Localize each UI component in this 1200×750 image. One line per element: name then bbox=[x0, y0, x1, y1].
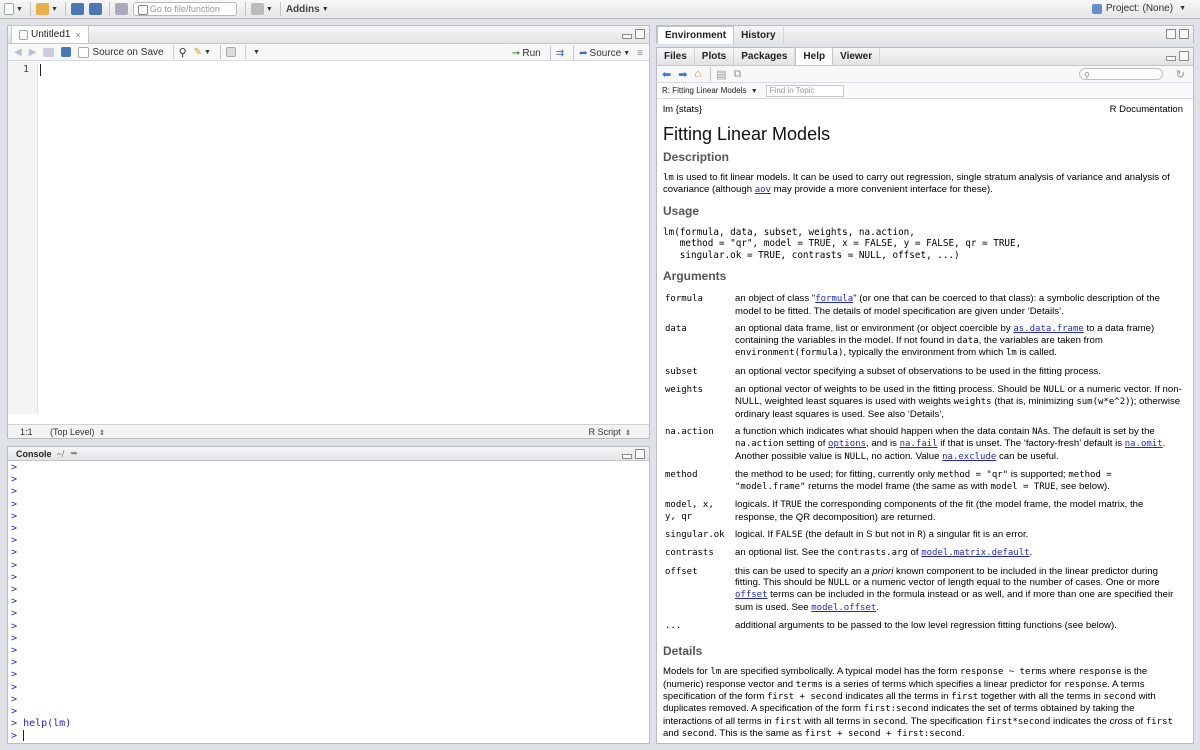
help-package: lm {stats} bbox=[663, 104, 703, 115]
arguments-table bbox=[663, 293, 1183, 638]
console-prompt: > bbox=[11, 462, 18, 473]
argument-row: singular.ok logical. If FALSE (the default in S but not in R) a singular fit is an error. bbox=[665, 529, 1029, 541]
arguments-heading: Arguments bbox=[663, 269, 727, 283]
project-menu[interactable]: Project: (None) ▼ bbox=[1092, 3, 1186, 14]
minimize-help-button[interactable] bbox=[1166, 56, 1176, 61]
argument-row: offset this can be used to specify an a priori known component to be included in the linear predictor during fitting. This should be NULL or a numeric vector of length equal to the number of cases. One or more offset terms can be included in the formula instead or as well, and if more than one are specified their sum is used. See model.offset. bbox=[665, 565, 1174, 613]
argument-row: weights an optional vector of weights to be used in the fitting process. Should be NULL or a numeric vector. If non-NULL, weighted least squares is used with weights weights (that is, minimizing sum(w*e^2)); otherwise ordinary least squares is used. See also ‘Details’, bbox=[665, 384, 1182, 420]
compile-report-icon[interactable] bbox=[226, 47, 236, 57]
main-toolbar bbox=[0, 0, 1200, 19]
help-toolbar bbox=[657, 66, 1193, 83]
tab-help[interactable] bbox=[795, 47, 833, 65]
help-search-input[interactable] bbox=[1079, 68, 1163, 80]
minimize-console-button[interactable] bbox=[622, 454, 632, 459]
show-in-window-icon[interactable]: ⧉ bbox=[733, 67, 742, 80]
console-prompt: > bbox=[11, 706, 18, 718]
description-text: lm is used to fit linear models. It can be used to carry out regression, single stratum analysis of variance and analysis of covariance (although aov may provide a more convenient interface for these). bbox=[663, 171, 1170, 196]
description-heading: Description bbox=[663, 149, 730, 164]
new-file-button[interactable]: ▼ bbox=[4, 2, 23, 17]
console-prompt: > bbox=[11, 730, 18, 742]
tab-history-label: History bbox=[741, 30, 776, 41]
find-in-topic-input[interactable]: Find in Topic bbox=[766, 85, 844, 97]
console-prompt: > bbox=[11, 657, 18, 669]
line-number: 1 bbox=[22, 64, 29, 75]
console-command-line bbox=[11, 718, 649, 730]
back-arrow-icon[interactable]: ⬅ bbox=[662, 68, 672, 81]
checkbox-icon bbox=[78, 47, 89, 58]
back-arrow-icon[interactable]: ◀ bbox=[14, 46, 22, 58]
environment-tabbar bbox=[657, 26, 1193, 44]
tab-viewer-label: Viewer bbox=[840, 51, 873, 62]
code-editor-area[interactable] bbox=[39, 62, 649, 423]
maximize-console-button[interactable] bbox=[635, 449, 645, 459]
console-prompt-line bbox=[11, 608, 649, 620]
console-prompt: > bbox=[11, 681, 18, 693]
argument-row: ... additional arguments to be passed to the low level regression fitting functions (see below). bbox=[665, 619, 1117, 631]
usage-code: lm(formula, data, subset, weights, na.action, method = "qr", model = TRUE, x = FALSE, y = FALSE, qr = TRUE, singular.ok = TRUE, contrasts = NULL, offset, ...) bbox=[663, 226, 1022, 261]
tab-files[interactable] bbox=[657, 48, 695, 65]
console-prompt-line bbox=[11, 657, 649, 669]
link-model-matrix-default[interactable]: model.matrix.default bbox=[921, 548, 1030, 559]
console-prompt-line bbox=[11, 560, 649, 572]
run-arrow-icon: ➙ bbox=[512, 47, 521, 59]
source-on-save-toggle[interactable] bbox=[78, 47, 163, 58]
scope-selector[interactable]: (Top Level) ⇕ bbox=[50, 426, 105, 437]
save-icon bbox=[71, 3, 84, 15]
open-folder-icon bbox=[36, 3, 49, 15]
grid-icon bbox=[251, 3, 264, 15]
console-prompt: > bbox=[11, 523, 18, 535]
save-button[interactable] bbox=[71, 2, 84, 17]
tab-environment[interactable] bbox=[657, 26, 734, 44]
more-options-icon[interactable]: ▼ bbox=[252, 48, 260, 56]
console-prompt: > bbox=[11, 645, 18, 657]
link-aov[interactable]: aov bbox=[754, 185, 771, 196]
details-text: Models for lm are specified symbolically. A typical model has the form response ~ terms where response is the (numeric) response vector and terms is a series of terms which specifies a linear predictor for response. A terms specification of the form first + second indicates all the terms in first together with all the terms in second with duplicates removed. A specification of the form first:second indicates the set of terms obtained by taking the interactions of all terms in first with all terms in second. The specification first*second indicates the cross of first and second. This is the same as first + second + first:second. bbox=[663, 666, 1173, 739]
argument-row: data an optional data frame, list or environment (or object coercible by as.data.frame to a data frame) containing the variables in the model. If not found in data, the variables are taken from environment(formula), typically the environment from which lm is called. bbox=[665, 322, 1155, 359]
restore-pane-button[interactable] bbox=[1166, 29, 1176, 39]
console-prompt-line bbox=[11, 462, 649, 474]
link-options[interactable]: options bbox=[828, 439, 866, 450]
console-prompt: > bbox=[11, 474, 18, 486]
console-output[interactable] bbox=[8, 461, 649, 743]
console-command: help(lm) bbox=[23, 718, 72, 730]
source-label: Source bbox=[589, 47, 622, 59]
console-prompt-line bbox=[11, 706, 649, 718]
argument-row: contrasts an optional list. See the contrasts.arg of model.matrix.default. bbox=[665, 547, 1033, 559]
console-prompt-line bbox=[11, 669, 649, 681]
goto-file-input[interactable]: Go to file/function bbox=[133, 2, 237, 16]
console-prompt: > bbox=[11, 608, 18, 620]
console-prompt-line bbox=[11, 621, 649, 633]
console-prompt: > bbox=[11, 486, 18, 498]
close-tab-icon[interactable]: × bbox=[75, 29, 81, 40]
help-document bbox=[657, 104, 1193, 740]
console-prompt: > bbox=[11, 669, 18, 681]
tab-untitled1-label: Untitled1 bbox=[31, 29, 71, 40]
topic-selector[interactable]: R: Fitting Linear Models ▼ bbox=[662, 86, 758, 95]
r-file-icon bbox=[19, 30, 28, 40]
source-editor-pane bbox=[7, 25, 650, 439]
file-type-label: R Script bbox=[588, 426, 621, 437]
maximize-help-button[interactable] bbox=[1179, 51, 1189, 61]
console-prompt: > bbox=[11, 596, 18, 608]
argument-row: model, x, y, qr logicals. If TRUE the corresponding components of the fit (the model frame, the model matrix, the response, the QR decomposition) are returned. bbox=[665, 499, 1144, 523]
console-prompt-line bbox=[11, 486, 649, 498]
console-header bbox=[8, 447, 649, 461]
save-all-icon bbox=[89, 3, 102, 15]
console-prompt: > bbox=[11, 584, 18, 596]
argument-row: method the method to be used; for fitting, currently only method = "qr" is supported; method = "model.frame" returns the model frame (the same as with model = TRUE, see below). bbox=[665, 468, 1112, 493]
editor-tabbar bbox=[8, 26, 649, 44]
console-prompt: > bbox=[11, 632, 18, 644]
console-prompt: > bbox=[11, 620, 18, 632]
workspace-panes-button[interactable]: ▼ bbox=[251, 2, 273, 17]
source-on-save-label: Source on Save bbox=[92, 46, 164, 58]
link-formula[interactable]: formula bbox=[815, 294, 854, 305]
help-topic-bar bbox=[657, 83, 1193, 99]
print-icon[interactable]: ▤ bbox=[716, 68, 727, 81]
console-prompt-line bbox=[11, 535, 649, 547]
new-file-icon bbox=[4, 3, 14, 15]
argument-row: subset an optional vector specifying a subset of observations to be used in the fitting process. bbox=[665, 365, 1101, 377]
link-na-omit[interactable]: na.omit bbox=[1124, 439, 1163, 450]
link-model-offset[interactable]: model.offset bbox=[811, 602, 877, 613]
console-prompt-line bbox=[11, 511, 649, 523]
console-prompt-line bbox=[11, 645, 649, 657]
console-prompt-line bbox=[11, 694, 649, 706]
outline-icon[interactable]: ≡ bbox=[637, 47, 643, 59]
link-na-fail[interactable]: na.fail bbox=[899, 439, 938, 450]
argument-row: formula an object of class "formula" (or one that can be coerced to that class): a symbolic description of the model to be fitted. The details of model specification are given under ‘Details’. bbox=[665, 293, 1160, 317]
run-button[interactable] bbox=[512, 48, 541, 59]
details-heading: Details bbox=[663, 644, 703, 659]
help-rdoc-label: R Documentation bbox=[1109, 104, 1183, 115]
tab-help-label: Help bbox=[803, 51, 826, 62]
console-prompt-line bbox=[11, 682, 649, 694]
tab-environment-label: Environment bbox=[665, 30, 727, 41]
tab-packages[interactable] bbox=[734, 48, 795, 65]
goto-directory-icon[interactable]: ➥ bbox=[70, 448, 78, 458]
editor-toolbar bbox=[8, 44, 649, 61]
forward-arrow-icon[interactable]: ➡ bbox=[678, 68, 688, 81]
save-all-button[interactable] bbox=[89, 2, 102, 17]
tab-untitled1[interactable] bbox=[11, 25, 89, 43]
show-in-window-icon[interactable] bbox=[43, 48, 54, 57]
minimize-pane-button[interactable] bbox=[622, 34, 632, 39]
topic-label: R: Fitting Linear Models bbox=[662, 86, 747, 95]
code-tools-icon[interactable]: ✎ ▼ bbox=[193, 46, 211, 58]
tab-plots[interactable] bbox=[695, 48, 734, 65]
link-as-data-frame[interactable]: as.data.frame bbox=[1013, 323, 1084, 334]
link-na-exclude[interactable]: na.exclude bbox=[942, 451, 997, 462]
console-prompt-lines bbox=[11, 462, 649, 718]
console-input-line[interactable] bbox=[11, 730, 649, 743]
console-prompt: > bbox=[11, 510, 18, 522]
tab-viewer[interactable] bbox=[833, 48, 880, 65]
refresh-icon[interactable]: ↻ bbox=[1175, 69, 1185, 81]
console-prompt-line bbox=[11, 547, 649, 559]
save-file-icon[interactable] bbox=[61, 47, 71, 57]
source-button[interactable]: ➦ Source ▼ bbox=[579, 47, 631, 59]
console-pane bbox=[7, 446, 650, 744]
home-icon[interactable]: ⌂ bbox=[694, 68, 702, 80]
argument-row: na.action a function which indicates what should happen when the data contain NAs. The default is set by the na.action setting of options, and is na.fail if that is unset. The ‘factory-fresh’ default is na.omit. Another possible value is NULL, no action. Value na.exclude can be useful. bbox=[665, 425, 1166, 462]
run-label: Run bbox=[522, 47, 541, 59]
help-tabbar bbox=[657, 48, 1193, 66]
console-prompt: > bbox=[11, 693, 18, 705]
print-icon bbox=[115, 3, 128, 15]
tab-packages-label: Packages bbox=[741, 51, 788, 62]
editor-statusbar bbox=[8, 424, 649, 438]
help-pane bbox=[656, 47, 1194, 744]
link-offset[interactable]: offset bbox=[735, 590, 768, 601]
tab-plots-label: Plots bbox=[701, 51, 727, 62]
console-prompt: > bbox=[11, 535, 18, 547]
console-prompt-line bbox=[11, 474, 649, 486]
console-prompt: > bbox=[11, 547, 18, 559]
console-path: ~/ bbox=[56, 448, 65, 459]
search-icon[interactable]: ⚲ bbox=[178, 46, 187, 59]
addins-label: Addins bbox=[285, 3, 320, 15]
source-arrow-icon: ➦ bbox=[579, 47, 588, 59]
print-button[interactable] bbox=[115, 2, 128, 17]
console-title: Console bbox=[16, 448, 52, 459]
console-prompt: > bbox=[11, 559, 18, 571]
rerun-button[interactable]: ⇉ bbox=[555, 47, 565, 59]
cursor-position: 1:1 bbox=[20, 426, 33, 437]
help-title: Fitting Linear Models bbox=[663, 124, 831, 145]
console-prompt: > bbox=[11, 571, 18, 583]
project-label: Project: (None) bbox=[1105, 3, 1174, 14]
console-prompt-line bbox=[11, 523, 649, 535]
addins-menu[interactable]: Addins ▼ bbox=[285, 3, 329, 15]
search-icon: ⚲ bbox=[1084, 71, 1090, 80]
file-type-selector[interactable]: R Script ⇕ bbox=[588, 426, 631, 437]
console-prompt: > bbox=[11, 498, 18, 510]
console-prompt-line bbox=[11, 633, 649, 645]
scope-label: (Top Level) bbox=[50, 426, 95, 437]
console-prompt-line bbox=[11, 572, 649, 584]
tab-history[interactable] bbox=[734, 27, 783, 44]
usage-heading: Usage bbox=[663, 204, 700, 219]
tab-files-label: Files bbox=[664, 51, 687, 62]
console-prompt-line bbox=[11, 499, 649, 511]
environment-pane bbox=[656, 25, 1194, 43]
line-number-gutter bbox=[8, 62, 38, 414]
maximize-env-button[interactable] bbox=[1179, 29, 1189, 39]
maximize-pane-button[interactable] bbox=[635, 29, 645, 39]
console-prompt-line bbox=[11, 584, 649, 596]
forward-arrow-icon[interactable]: ▶ bbox=[28, 46, 37, 58]
console-prompt: > bbox=[11, 718, 18, 730]
open-file-button[interactable]: ▼ bbox=[36, 2, 58, 17]
project-icon bbox=[1092, 4, 1102, 14]
console-cursor bbox=[23, 730, 24, 741]
console-prompt-line bbox=[11, 596, 649, 608]
